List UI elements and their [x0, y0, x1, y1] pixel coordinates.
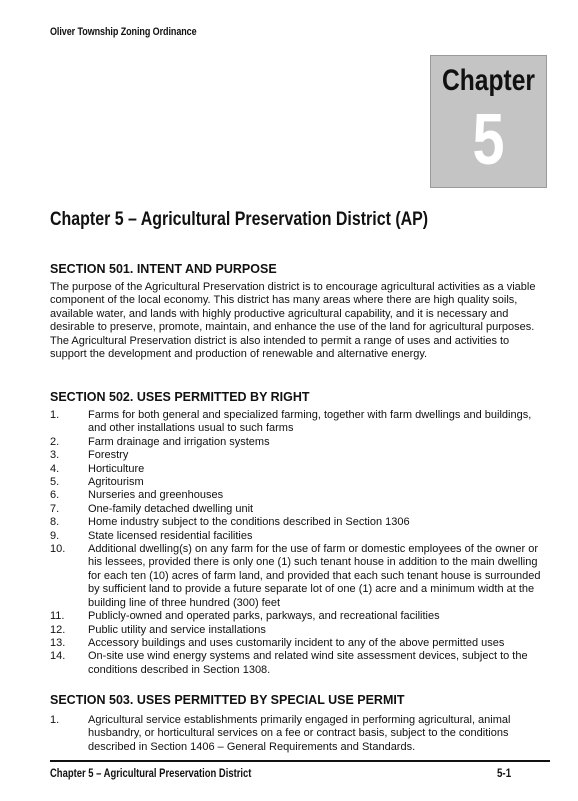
section-503-heading: SECTION 503. USES PERMITTED BY SPECIAL USE PERMIT [50, 693, 405, 707]
list-item [50, 409, 545, 436]
list-item [50, 436, 545, 449]
item-number: 8. [50, 516, 60, 529]
item-number: 12. [50, 623, 66, 636]
item-text: Farm drainage and irrigation systems [88, 435, 270, 448]
item-text: Additional dwelling(s) on any farm for the use of farm or domestic employees of the owner or his lessees, provided there is only one (1) such tenant house in addition to the main dwelling for each ten (10) acres of farm land, and provided that each such tenant house is surrounded by sufficient land to provide a future separate lot of one (1) acre and a minimum width at the building line of three hundred (300) feet [88, 543, 541, 609]
chapter-number: 5 [472, 100, 505, 180]
section-501-heading: SECTION 501. INTENT AND PURPOSE [50, 262, 277, 276]
list-item [50, 624, 545, 637]
item-number: 1. [50, 409, 60, 421]
item-number: 9. [50, 529, 60, 542]
item-text: Home industry subject to the conditions described in Section 1306 [88, 516, 410, 529]
item-text: On-site use wind energy systems and related wind site assessment devices, subject to the conditions described in Section 1308. [88, 650, 528, 676]
item-number: 5. [50, 476, 60, 489]
running-header: Oliver Township Zoning Ordinance [50, 26, 197, 38]
item-text: Public utility and service installations [88, 623, 266, 636]
section-502-heading: SECTION 502. USES PERMITTED BY RIGHT [50, 390, 310, 404]
item-text: Agritourism [88, 476, 144, 489]
item-text: Forestry [88, 449, 129, 462]
list-item [50, 650, 545, 677]
item-number: 14. [50, 650, 66, 663]
item-number: 3. [50, 449, 60, 462]
chapter-word: Chapter [442, 64, 535, 97]
list-item [50, 714, 545, 754]
footer-rule [50, 760, 550, 762]
item-number: 7. [50, 502, 60, 515]
item-number: 10. [50, 543, 66, 556]
item-number: 4. [50, 462, 60, 475]
item-text: Nurseries and greenhouses [88, 489, 224, 502]
list-item [50, 489, 545, 502]
list-item [50, 610, 545, 623]
list-item [50, 463, 545, 476]
section-503-list [50, 714, 545, 754]
list-item [50, 530, 545, 543]
page-number: 5-1 [497, 768, 512, 780]
list-item [50, 516, 545, 529]
item-number: 2. [50, 435, 60, 448]
item-number: 6. [50, 489, 60, 502]
item-number: 1. [50, 714, 60, 726]
item-text: Farms for both general and specialized farming, together with farm dwellings and buildings, and other installations usual to such farms [88, 409, 532, 435]
list-item [50, 637, 545, 650]
item-text: Publicly-owned and operated parks, parkways, and recreational facilities [88, 610, 440, 623]
list-item [50, 543, 545, 610]
item-text: Accessory buildings and uses customarily incident to any of the above permitted uses [88, 636, 505, 649]
item-number: 11. [50, 610, 65, 623]
item-text: Agricultural service establishments primarily engaged in performing agricultural, animal husbandry, or horticultural services on a fee or contract basis, subject to the conditions described in Section 1406 – General Requirements and Standards. [88, 714, 511, 753]
item-text: State licensed residential facilities [88, 529, 253, 542]
page-title: Chapter 5 – Agricultural Preservation District (AP) [50, 209, 429, 230]
section-501-paragraph: The purpose of the Agricultural Preservation district is to encourage agricultural activities as a viable component of the local economy. This district has many areas where there are high quality soils, available water, and lands with highly productive agricultural capability, and it is necessary and desirable to preserve, promote, maintain, and enhance the use of the land for agricultural purposes. The Agricultural Preservation district is also intended to permit a range of uses and activities to support the development and production of renewable and alternative energy. [50, 281, 536, 361]
list-item [50, 449, 545, 462]
list-item [50, 476, 545, 489]
item-number: 13. [50, 636, 66, 649]
list-item [50, 503, 545, 516]
section-502-list [50, 409, 545, 677]
item-text: One-family detached dwelling unit [88, 502, 254, 515]
footer-chapter-title: Chapter 5 – Agricultural Preservation District [50, 768, 252, 780]
chapter-box [430, 55, 547, 188]
item-text: Horticulture [88, 462, 145, 475]
